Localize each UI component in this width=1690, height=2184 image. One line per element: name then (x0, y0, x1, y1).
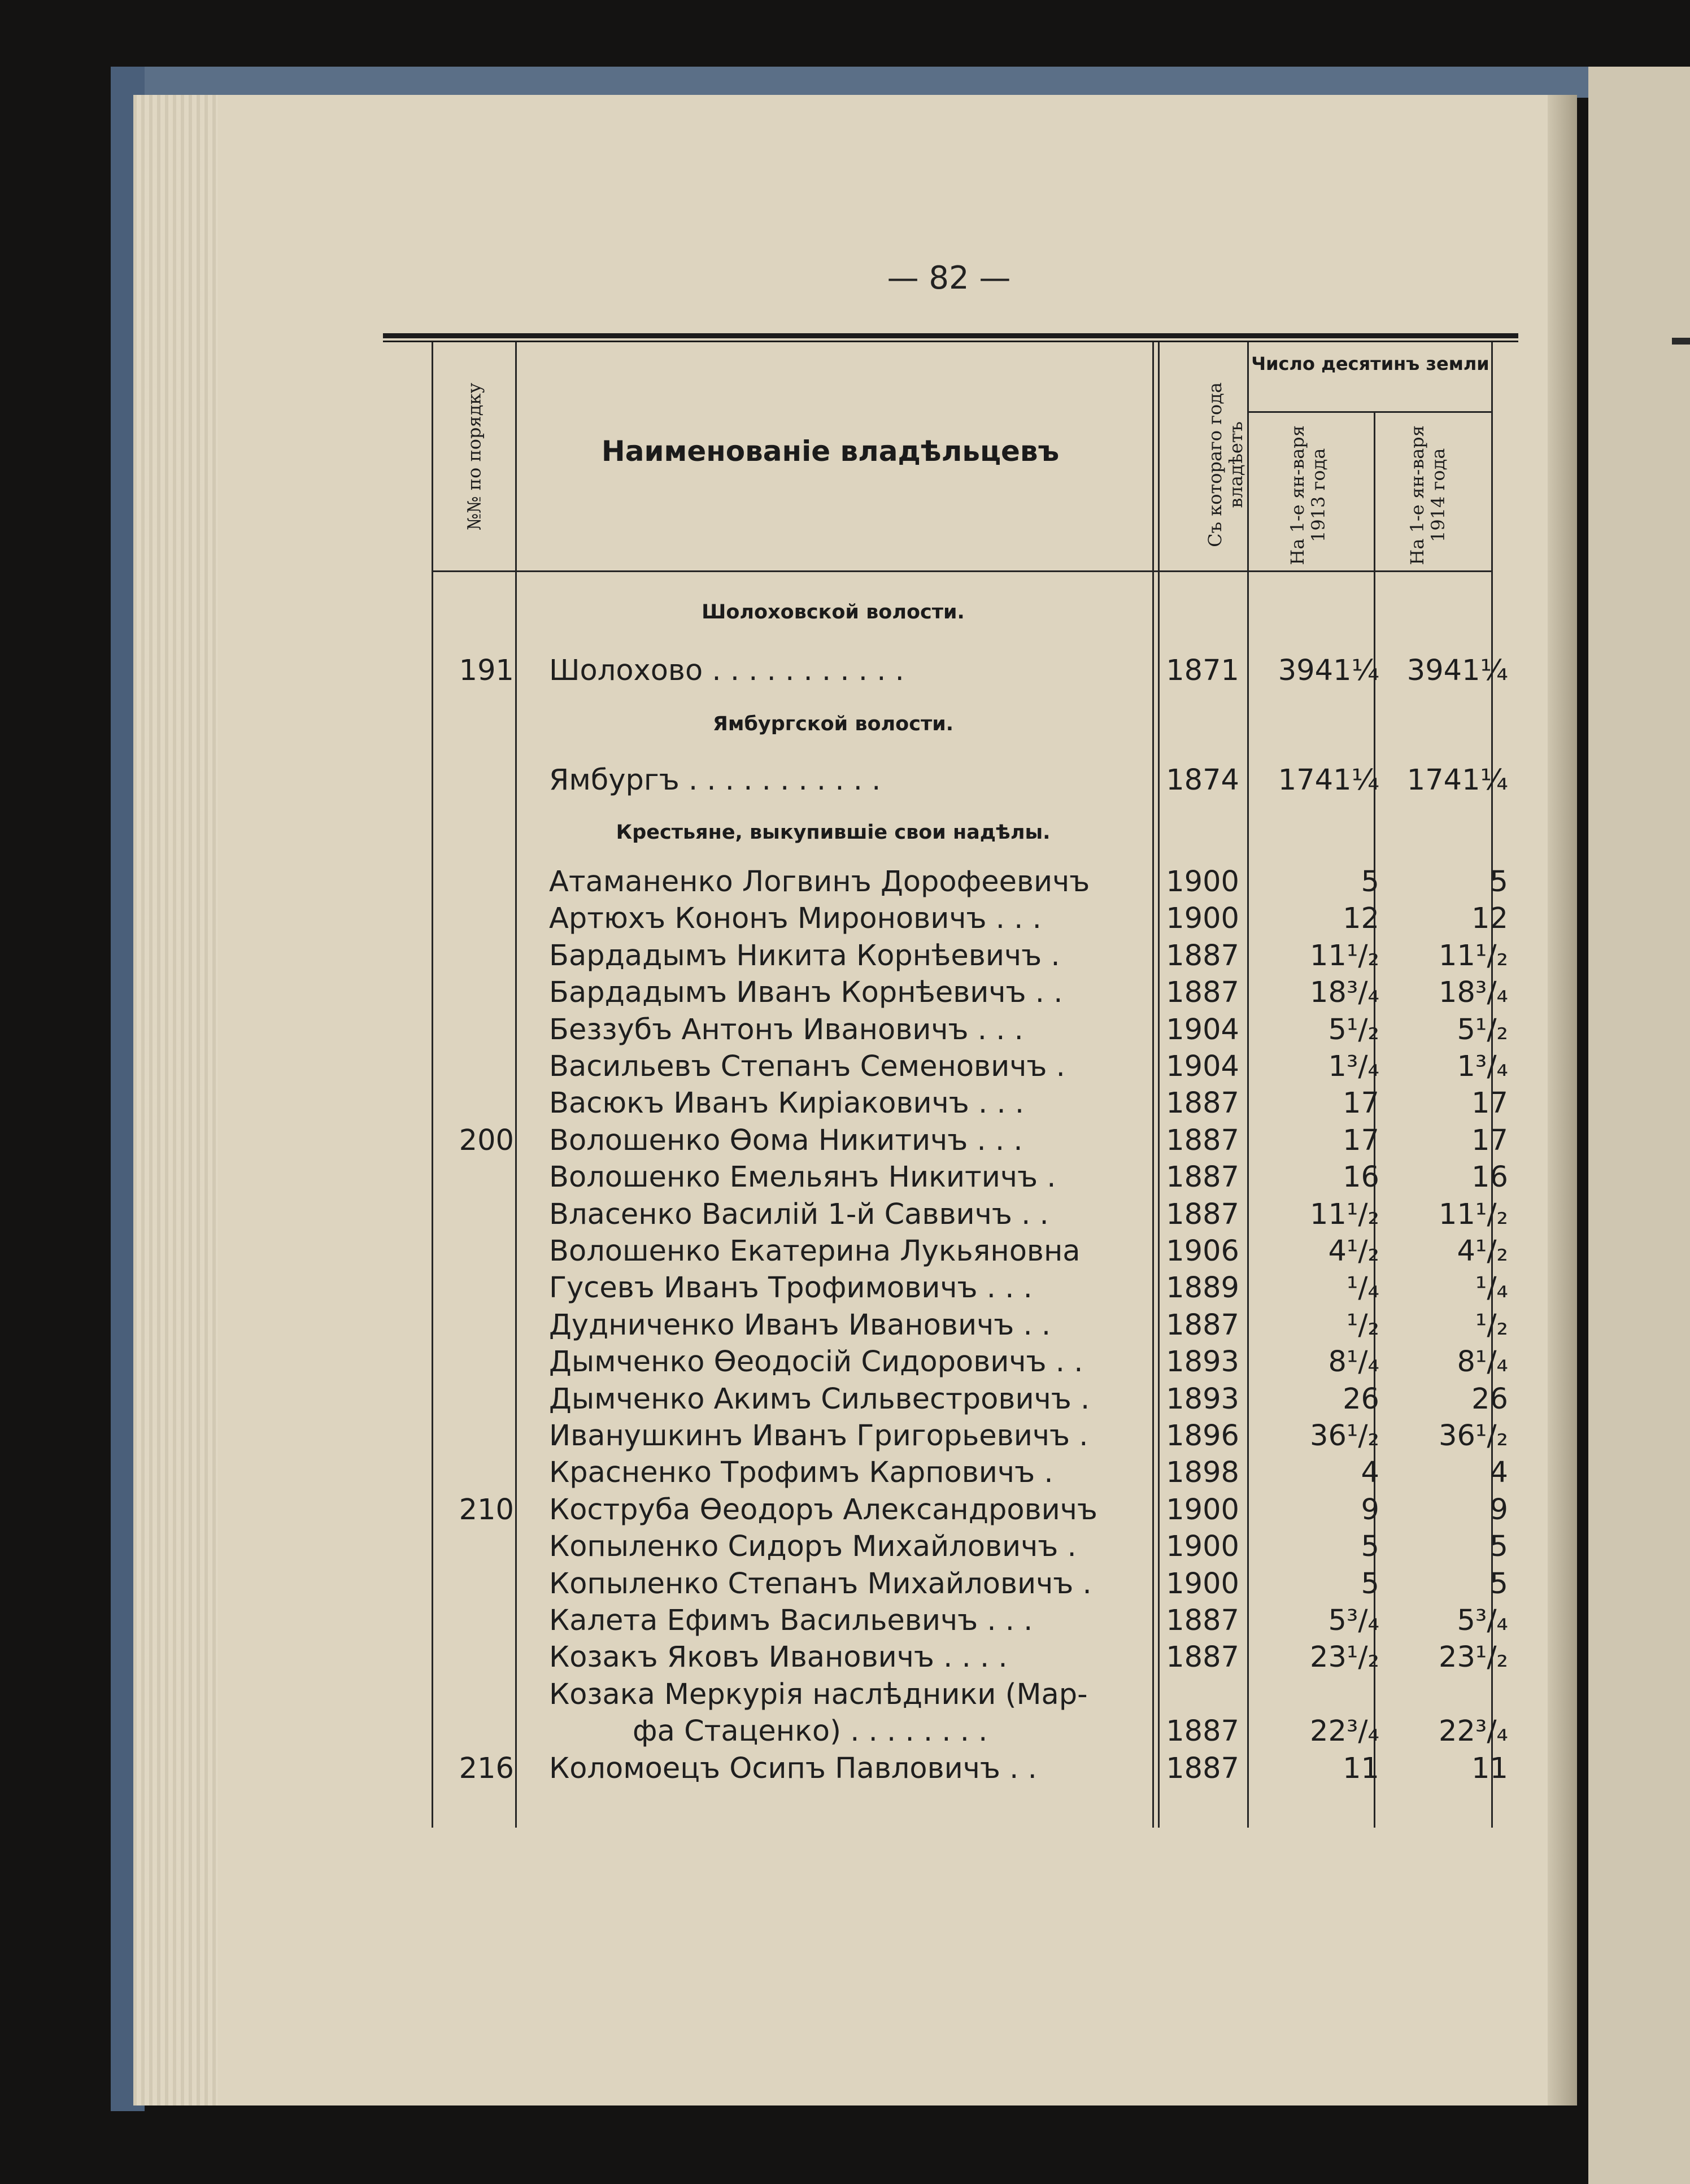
book-cover-edge (111, 67, 1588, 98)
area-1913: 11 (1343, 1751, 1379, 1785)
table-row (0, 1419, 1690, 1455)
area-1913: 23¹/₂ (1310, 1641, 1379, 1675)
owner-name: Иванушкинъ Иванъ Григорьевичъ . (549, 1419, 1088, 1453)
area-1913: 17 (1343, 1123, 1379, 1157)
table-row (0, 976, 1690, 1012)
owner-name: Копыленко Степанъ Михайловичъ . (549, 1567, 1092, 1601)
area-1913: ¹/₂ (1346, 1308, 1379, 1342)
owner-name: Власенко Василій 1-й Саввичъ . . (549, 1197, 1049, 1231)
owner-name: Артюхъ Кононъ Мироновичъ . . . (549, 902, 1042, 936)
area-1913: 5 (1361, 1567, 1379, 1601)
area-1914: 5³/₄ (1457, 1604, 1508, 1637)
area-1913: 3941¼ (1278, 654, 1379, 687)
row-number: 191 (459, 654, 514, 687)
since-year: 1887 (1166, 1123, 1239, 1157)
table-row (0, 1050, 1690, 1086)
since-year: 1887 (1166, 976, 1239, 1010)
area-1914: 18³/₄ (1439, 976, 1508, 1010)
since-year: 1904 (1166, 1013, 1239, 1047)
table-row (0, 902, 1690, 938)
since-year: 1893 (1166, 1345, 1239, 1379)
owner-name: Васюкъ Иванъ Киріаковичъ . . . (549, 1087, 1025, 1121)
table-row (0, 1678, 1690, 1714)
area-1913: 8¹/₄ (1328, 1345, 1379, 1379)
section-heading-peasants: Крестьяне, выкупившіе свои надѣлы. (616, 821, 1051, 844)
area-1913: 5³/₄ (1328, 1604, 1379, 1637)
since-year: 1887 (1166, 1087, 1239, 1121)
since-year: 1887 (1166, 1715, 1239, 1749)
area-1913: 12 (1343, 902, 1379, 936)
table-row (0, 939, 1690, 975)
table-row (0, 1715, 1690, 1751)
header-owner-name: Наименованіе владѣльцевъ (601, 435, 1060, 468)
header-bottom-rule (432, 570, 1492, 572)
area-1914: 5¹/₂ (1457, 1013, 1508, 1047)
area-1914: 36¹/₂ (1439, 1419, 1508, 1453)
since-year: 1871 (1166, 654, 1239, 687)
area-1913: 18³/₄ (1310, 976, 1379, 1010)
section-heading-sholokhovo: Шолоховской волости. (702, 601, 965, 624)
since-year: 1887 (1166, 1197, 1239, 1231)
area-1913: 1741¼ (1278, 764, 1379, 797)
since-year: 1893 (1166, 1382, 1239, 1416)
since-year: 1896 (1166, 1419, 1239, 1453)
area-1913: 9 (1361, 1493, 1379, 1527)
row-number: 216 (459, 1751, 514, 1785)
since-year: 1900 (1166, 865, 1239, 899)
group-header-rule (1247, 411, 1492, 413)
area-1913: 26 (1343, 1382, 1379, 1416)
table-row (0, 1271, 1690, 1307)
area-1914: 5 (1489, 1530, 1508, 1564)
owner-name: Ямбургъ . . . . . . . . . . . (549, 764, 881, 797)
owner-name: Дудниченко Иванъ Ивановичъ . . (549, 1308, 1051, 1342)
header-jan-1913: На 1-е ян-варя 1913 года (1287, 425, 1329, 565)
table-row (0, 1567, 1690, 1603)
owner-name: Бардадымъ Иванъ Корнѣевичъ . . (549, 976, 1063, 1010)
table-row (0, 1383, 1690, 1419)
area-1914: 8¹/₄ (1457, 1345, 1508, 1379)
area-1914: 22³/₄ (1439, 1715, 1508, 1749)
area-1914: 23¹/₂ (1439, 1641, 1508, 1675)
since-year: 1900 (1166, 1567, 1239, 1601)
header-jan-1914: На 1-е ян-варя 1914 года (1406, 425, 1449, 565)
owner-name: Беззубъ Антонъ Ивановичъ . . . (549, 1013, 1023, 1047)
header-dessiatine-count: Число десятинъ земли (1251, 353, 1489, 374)
header-since-year: Съ котораго года владѣетъ (1204, 382, 1247, 547)
owner-name: Коструба Ѳеодоръ Александровичъ (549, 1493, 1097, 1527)
area-1914: 11 (1471, 1751, 1508, 1785)
since-year: 1887 (1166, 1604, 1239, 1637)
area-1913: 11¹/₂ (1310, 939, 1379, 973)
area-1913: ¹/₄ (1346, 1271, 1379, 1305)
owner-name: Волошенко Ѳома Никитичъ . . . (549, 1123, 1023, 1157)
area-1914: 5 (1489, 865, 1508, 899)
table-row (0, 1530, 1690, 1566)
owner-name: Волошенко Емельянъ Никитичъ . (549, 1161, 1056, 1195)
header-row-number: №№ по порядку (463, 382, 485, 531)
owner-name: Козакъ Яковъ Ивановичъ . . . . (549, 1641, 1008, 1675)
owner-name: Красненко Трофимъ Карповичъ . (549, 1456, 1053, 1490)
table-row (0, 764, 1690, 800)
table-row (0, 654, 1690, 690)
area-1913: 1³/₄ (1328, 1050, 1379, 1083)
table-row (0, 1309, 1690, 1345)
owner-name: Волошенко Екатерина Лукьяновна (549, 1235, 1081, 1268)
area-1914: 1741¼ (1406, 764, 1508, 797)
area-1914: 12 (1471, 902, 1508, 936)
owner-name: Калета Ефимъ Васильевичъ . . . (549, 1604, 1033, 1637)
since-year: 1887 (1166, 1641, 1239, 1675)
area-1913: 4¹/₂ (1328, 1235, 1379, 1268)
area-1914: 26 (1471, 1382, 1508, 1416)
table-row (0, 1198, 1690, 1234)
owner-name: Шолохово . . . . . . . . . . . (549, 654, 904, 687)
area-1914: 11¹/₂ (1439, 939, 1508, 973)
table-row (0, 1345, 1690, 1381)
area-1914: 11¹/₂ (1439, 1197, 1508, 1231)
row-number: 200 (459, 1123, 514, 1157)
area-1913: 16 (1343, 1161, 1379, 1195)
area-1913: 5 (1361, 1530, 1379, 1564)
table-top-rule-thin (383, 341, 1518, 342)
page-number: — 82 — (887, 260, 1011, 297)
table-row (0, 1235, 1690, 1271)
area-1914: ¹/₂ (1475, 1308, 1508, 1342)
table-row (0, 1493, 1690, 1529)
owner-name: Козака Меркурія наслѣдники (Мар- (549, 1677, 1088, 1711)
table-top-rule (383, 333, 1518, 338)
area-1913: 4 (1361, 1456, 1379, 1490)
owner-name: Коломоецъ Осипъ Павловичъ . . (549, 1751, 1037, 1785)
since-year: 1874 (1166, 764, 1239, 797)
area-1914: 4¹/₂ (1457, 1235, 1508, 1268)
area-1913: 17 (1343, 1087, 1379, 1121)
area-1914: 17 (1471, 1123, 1508, 1157)
area-1913: 11¹/₂ (1310, 1197, 1379, 1231)
area-1914: 4 (1489, 1456, 1508, 1490)
table-row (0, 1456, 1690, 1492)
since-year: 1887 (1166, 1161, 1239, 1195)
table-row (0, 1604, 1690, 1640)
area-1914: 5 (1489, 1567, 1508, 1601)
since-year: 1904 (1166, 1050, 1239, 1083)
table-row (0, 1087, 1690, 1123)
row-number: 210 (459, 1493, 514, 1527)
area-1913: 5 (1361, 865, 1379, 899)
area-1913: 36¹/₂ (1310, 1419, 1379, 1453)
since-year: 1887 (1166, 1751, 1239, 1785)
facing-page-rule (1672, 338, 1690, 345)
table-row (0, 1124, 1690, 1160)
since-year: 1889 (1166, 1271, 1239, 1305)
owner-name: Бардадымъ Никита Корнѣевичъ . (549, 939, 1060, 973)
area-1914: 1³/₄ (1457, 1050, 1508, 1083)
owner-name: Атаманенко Логвинъ Дорофеевичъ (549, 865, 1090, 899)
owner-name: фа Стаценко) . . . . . . . . (633, 1715, 988, 1749)
table-row (0, 1161, 1690, 1197)
owner-name: Дымченко Акимъ Сильвестровичъ . (549, 1382, 1090, 1416)
owner-name: Копыленко Сидоръ Михайловичъ . (549, 1530, 1077, 1564)
since-year: 1887 (1166, 939, 1239, 973)
table-row (0, 1641, 1690, 1677)
since-year: 1900 (1166, 1530, 1239, 1564)
table-row (0, 865, 1690, 901)
owner-name: Дымченко Ѳеодосій Сидоровичъ . . (549, 1345, 1083, 1379)
since-year: 1900 (1166, 1493, 1239, 1527)
table-row (0, 1013, 1690, 1049)
owner-name: Васильевъ Степанъ Семеновичъ . (549, 1050, 1065, 1083)
area-1914: 3941¼ (1406, 654, 1508, 687)
since-year: 1898 (1166, 1456, 1239, 1490)
section-heading-yamburg: Ямбургской волости. (712, 713, 954, 735)
table-row (0, 1752, 1690, 1788)
area-1913: 5¹/₂ (1328, 1013, 1379, 1047)
area-1914: 9 (1489, 1493, 1508, 1527)
area-1914: ¹/₄ (1475, 1271, 1508, 1305)
since-year: 1906 (1166, 1235, 1239, 1268)
since-year: 1887 (1166, 1308, 1239, 1342)
area-1913: 22³/₄ (1310, 1715, 1379, 1749)
owner-name: Гусевъ Иванъ Трофимовичъ . . . (549, 1271, 1033, 1305)
area-1914: 16 (1471, 1161, 1508, 1195)
area-1914: 17 (1471, 1087, 1508, 1121)
since-year: 1900 (1166, 902, 1239, 936)
